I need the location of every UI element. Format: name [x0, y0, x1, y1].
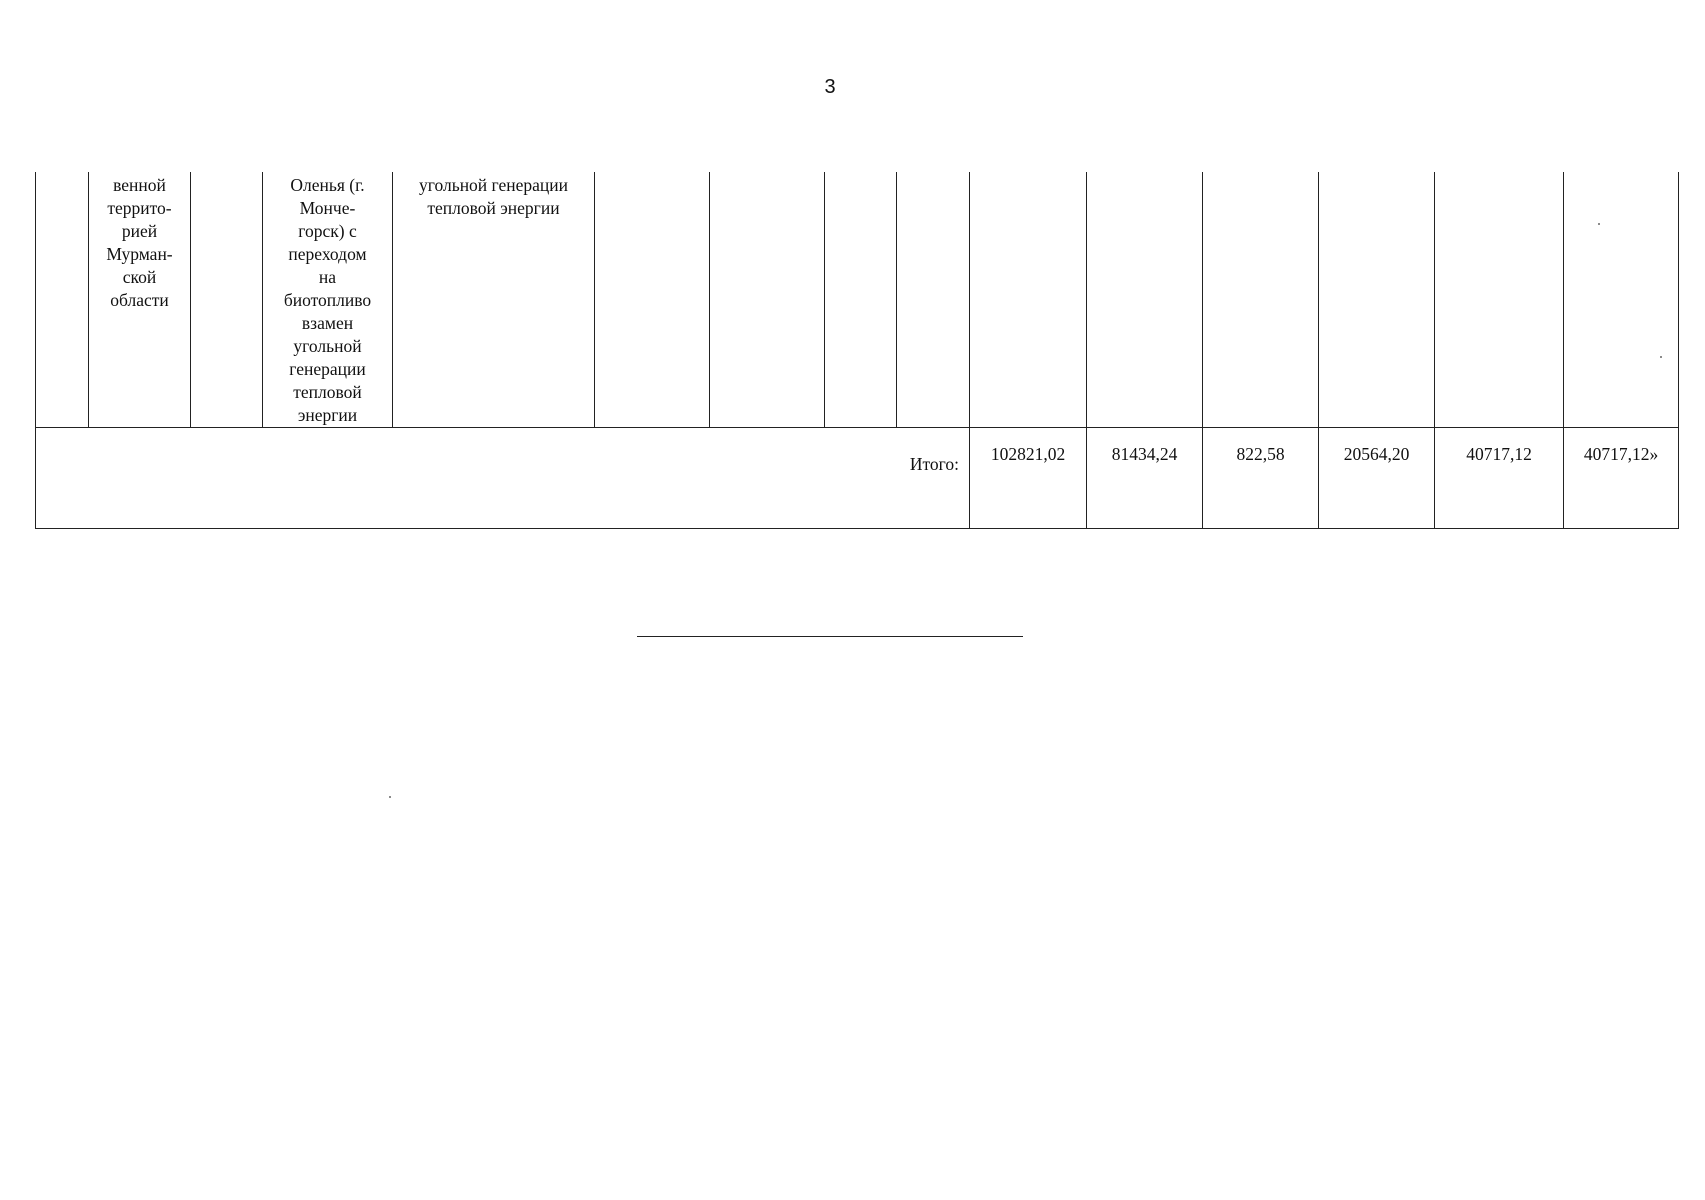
total-value: 102821,02 [970, 428, 1087, 529]
table-cell [825, 172, 897, 428]
table-cell [1087, 172, 1203, 428]
page-number: 3 [824, 76, 836, 98]
total-value: 40717,12» [1564, 428, 1679, 529]
scan-speck [389, 796, 391, 798]
table-cell [1203, 172, 1319, 428]
total-value: 40717,12 [1435, 428, 1564, 529]
table-cell-object: Оленья (г. Монче- горск) с переходом на биотопливо взамен угольной генерации тепловой энергии [263, 172, 393, 428]
table-cell [595, 172, 710, 428]
total-value: 81434,24 [1087, 428, 1203, 529]
scan-speck [1598, 223, 1600, 225]
table-cell [1435, 172, 1564, 428]
table-cell-description: угольной генерации тепловой энергии [393, 172, 595, 428]
table-cell [191, 172, 263, 428]
scan-speck [1660, 356, 1662, 358]
total-value: 20564,20 [1319, 428, 1435, 529]
total-row [36, 428, 1679, 529]
table-cell-territory: венной террито- рией Мурман- ской области [89, 172, 191, 428]
table-cell [1319, 172, 1435, 428]
end-of-document-rule [637, 636, 1023, 637]
table-cell [970, 172, 1087, 428]
table-cell [710, 172, 825, 428]
continuation-row [36, 172, 1679, 428]
total-label: Итого: [36, 428, 970, 529]
table-cell [1564, 172, 1679, 428]
budget-table [35, 172, 1679, 529]
total-value: 822,58 [1203, 428, 1319, 529]
table-cell [36, 172, 89, 428]
table-cell [897, 172, 970, 428]
